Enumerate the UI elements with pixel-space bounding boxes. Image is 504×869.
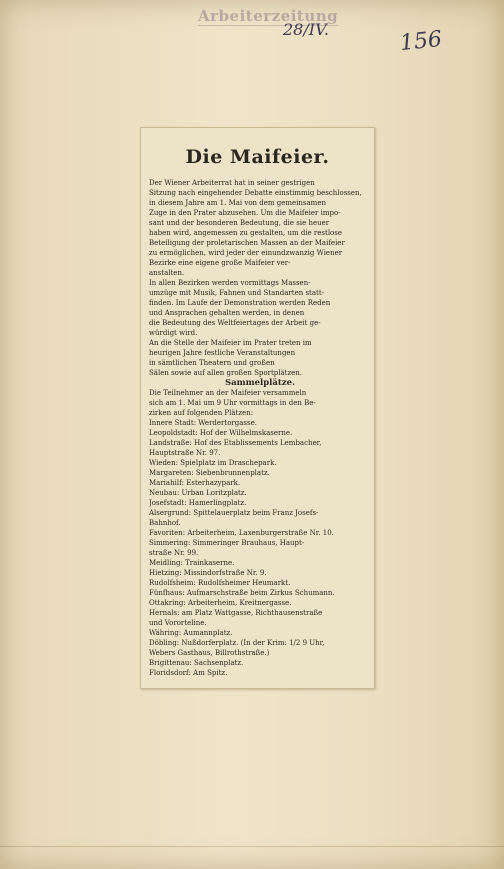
article-headline: Die Maifeier.: [185, 146, 330, 168]
paper-crease: [0, 846, 504, 847]
article-line: An die Stelle der Maifeier im Prater treten im: [149, 339, 312, 347]
article-line: Margareten: Siebenbrunnenplatz.: [149, 469, 270, 477]
article-line: zu ermöglichen, wird jeder der einundzwanzig Wiener: [149, 249, 343, 257]
article-line: sich am 1. Mai um 9 Uhr vormittags in den Be-: [149, 399, 316, 407]
article-line: Favoriten: Arbeiterheim, Laxenburgerstraße Nr. 10.: [149, 529, 334, 537]
article-line: Hietzing: Missindorfstraße Nr. 9.: [149, 569, 267, 577]
article-line: und Vororteline.: [149, 619, 207, 627]
article-line: Webers Gasthaus, Billrothstraße.): [149, 649, 270, 657]
article-line: In allen Bezirken werden vormittags Massen-: [149, 279, 311, 287]
article-line: die Bedeutung des Weltfeiertages der Arbeit ge-: [149, 319, 321, 327]
article-line: finden. Im Laufe der Demonstration werden Reden: [149, 299, 331, 307]
article-line: Beteiligung der proletarischen Massen an der Maifeier: [149, 239, 345, 247]
article-line: Alsergrund: Spittelauerplatz beim Franz Josefs-: [149, 509, 319, 517]
article-line: Floridsdorf: Am Spitz.: [149, 669, 228, 677]
article-line: Bahnhof.: [149, 519, 181, 527]
article-line: Neubau: Urban Loritzplatz.: [149, 489, 247, 497]
article-line: straße Nr. 99.: [149, 549, 199, 557]
article-line: anstalten.: [149, 269, 185, 277]
article-line: Simmering: Simmeringer Brauhaus, Haupt-: [149, 539, 305, 547]
article-line: Innere Stadt: Werdertorgasse.: [149, 419, 257, 427]
article-line: zirken auf folgenden Plätzen:: [149, 409, 254, 417]
article-line: Währing: Aumannplatz.: [149, 629, 233, 637]
article-line: umzüge mit Musik, Fahnen und Standarten statt-: [149, 289, 325, 297]
article-line: Leopoldstadt: Hof der Wilhelmskaserne.: [149, 429, 293, 437]
newspaper-stamp: Arbeiterzeitung: [198, 7, 339, 25]
article-line: Hauptstraße Nr. 97.: [149, 449, 221, 457]
article-line: Brigittenau: Sachsenplatz.: [149, 659, 244, 667]
article-line: würdigt wird.: [149, 329, 198, 337]
article-line: Meidling: Trainkaserne.: [149, 559, 235, 567]
article-line: Mariahilf: Esterhazypark.: [149, 479, 241, 487]
article-line: Die Teilnehmer an der Maifeier versammeln: [149, 389, 307, 397]
section-subheading: Sammelplätze.: [224, 378, 296, 388]
article-line: Der Wiener Arbeiterrat hat in seiner gestrigen: [149, 179, 315, 187]
handwritten-date: 28/IV.: [283, 20, 329, 39]
article-line: Ottakring: Arbeiterheim, Kreitnergasse.: [149, 599, 292, 607]
article-line: Bezirke eine eigene große Maifeier ver-: [149, 259, 291, 267]
article-line: Josefstadt: Hamerlingplatz.: [149, 499, 247, 507]
article-line: Döbling: Nußdorferplatz. (In der Krim: 1/2 9 Uhr,: [149, 639, 325, 647]
article-line: in diesem Jahre am 1. Mai von dem gemeinsamen: [149, 199, 326, 207]
article-line: Hernals: am Platz Wattgasse, Richthausenstraße: [149, 609, 323, 617]
article-line: haben wird, angemessen zu gestalten, um die restlose: [149, 229, 343, 237]
article-line: Sälen sowie auf allen großen Sportplätzen.: [149, 369, 303, 377]
article-line: Rudolfsheim: Rudolfsheimer Heumarkt.: [149, 579, 291, 587]
article-line: Wieden: Spielplatz im Draschepark.: [149, 459, 277, 467]
article-line: und Ansprachen gehalten werden, in denen: [149, 309, 305, 317]
handwritten-number: 156: [398, 26, 444, 57]
article-line: Landstraße: Hof des Etablissements Lembacher,: [149, 439, 322, 447]
article-line: Sitzung nach eingehender Debatte einstimmig beschlossen,: [149, 189, 362, 197]
article-line: in sämtlichen Theatern und großen: [149, 359, 275, 367]
article-line: Zuge in den Prater abzusehen. Um die Maifeier impo-: [149, 209, 341, 217]
article-line: Fünfhaus: Aufmarschstraße beim Zirkus Schumann.: [149, 589, 335, 597]
newspaper-clipping: [140, 127, 375, 689]
article-line: sant und der besonderen Bedeutung, die sie heuer: [149, 219, 330, 227]
article-line: heurigen Jahre festliche Veranstaltungen: [149, 349, 296, 357]
